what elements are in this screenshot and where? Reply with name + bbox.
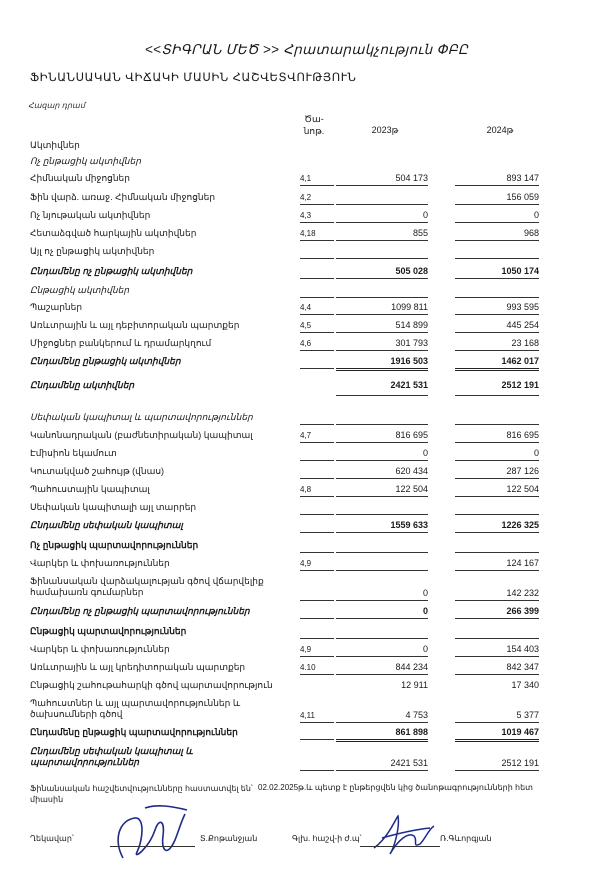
row-note [300,541,334,553]
table-row [0,154,613,170]
value-2023: 2421 531 [390,380,428,390]
value-2024: 2512 191 [501,380,539,390]
table-row [0,208,613,224]
row-label: Վարկեր և փոխառություններ [30,644,170,654]
value-2024: 142 232 [455,588,539,601]
value-2024: 287 126 [455,466,539,479]
value-2024: 5 377 [455,710,539,723]
column-header-note: Ծա- նոթ. [303,114,325,136]
value-2023: 0 [336,588,428,601]
row-label: Ընթացիկ պարտավորություններ [30,626,187,636]
row-label: Կուտակված շահույթ (վնաս) [30,466,165,476]
row-label: Ընդամենը սեփական կապիտալ և [30,746,193,756]
row-note: 4,18 [300,229,334,241]
table-row [0,300,613,316]
signature-line [360,846,440,847]
accountant-label: Գլխ. հաշվ-ի ժ.պ՝ [292,834,362,843]
row-note: 4,8 [300,485,334,497]
value-2023 [336,398,428,410]
table-row [0,660,613,676]
value-2024: 993 595 [455,302,539,315]
row-label-line2: համախառն գումարներ [30,587,144,597]
total-underline [455,395,539,396]
row-note [300,503,334,515]
value-2023: 122 504 [336,484,428,497]
row-label: Ֆինանսական վարձակալության գծով վճարվելիք [30,576,264,586]
row-note: 4,11 [300,711,334,723]
value-2023: 844 234 [336,662,428,675]
value-2023 [336,192,428,205]
value-2023: 12 911 [401,680,428,690]
row-label: Պահուստներ և այլ պարտավորություններ և [30,698,241,708]
row-note: 4,9 [300,645,334,657]
row-note [300,381,334,392]
table-row [0,336,613,352]
value-2023: 1916 503 [336,356,428,371]
table-row [0,283,613,299]
value-2024 [455,502,539,515]
row-note: 4,9 [300,559,334,571]
row-note: 4,2 [300,193,334,205]
row-note [300,728,334,740]
row-note [300,607,334,619]
value-2024 [455,140,539,152]
value-2024 [455,398,539,410]
value-2023: 0 [336,644,428,657]
row-label: Ոչ ընթացիկ ակտիվներ [30,156,141,166]
value-2024 [455,156,539,168]
row-note [300,449,334,461]
signature-line [110,846,195,847]
table-row [0,725,613,741]
table-row [0,410,613,426]
value-2024: 2512 191 [455,758,539,771]
total-underline [336,395,428,396]
row-note [300,286,334,298]
row-note [300,141,334,152]
row-note [300,399,334,410]
row-note [300,681,334,692]
row-label: Առևտրային և այլ կրեդիտորական պարտքեր [30,662,246,672]
row-label: Կանոնադրական (բաժնետիրական) կապիտալ [30,430,253,440]
table-row [0,518,613,534]
row-label: Սեփական կապիտալ և պարտավորություններ [30,412,253,422]
value-2024: 1462 017 [455,356,539,371]
row-label: Ընդամենը ընթացիկ պարտավորություններ [30,727,238,737]
row-label: Այլ ոչ ընթացիկ ակտիվներ [30,246,155,256]
value-2023: 0 [336,448,428,461]
table-row [0,190,613,206]
value-2024: 154 403 [455,644,539,657]
row-label: Հիմնական միջոցներ [30,173,130,183]
row-note: 4,3 [300,211,334,223]
value-2023: 1559 633 [336,520,428,533]
row-label-line2: ծախսումների գծով [30,709,123,719]
approval-date-text: 02.02.2025թ.և պետք է ընթերցվեն կից ծանոթագրությունների հետ [258,783,533,792]
row-label-line2: պարտավորություններ [30,757,140,767]
row-note [300,467,334,479]
value-2024: 968 [455,228,539,241]
value-2024: 17 340 [511,680,539,690]
value-2023: 861 898 [336,727,428,742]
value-2024: 124 167 [455,558,539,571]
table-row [0,171,613,187]
accountant-name: Ռ.Գևորգյան [440,834,492,843]
table-row [0,378,613,394]
row-label: Ընթացիկ շահութահարկի գծով պարտավորություն [30,680,273,690]
row-note [300,589,334,601]
row-note: 4,7 [300,431,334,443]
column-header-2023: 2023թ [371,125,399,135]
row-label: Միջոցներ բանկերում և դրամարկղում [30,338,212,348]
value-2023 [336,626,428,639]
row-label: Ընդամենը ոչ ընթացիկ ակտիվներ [30,266,193,276]
row-label: Ոչ նյութական ակտիվներ [30,210,151,220]
value-2023 [336,285,428,298]
value-2023: 620 434 [336,466,428,479]
value-2023: 816 695 [336,430,428,443]
value-2023 [336,246,428,259]
row-label: Ընդամենը ոչ ընթացիկ պարտավորություններ [30,606,250,616]
value-2023: 301 793 [336,338,428,351]
table-row [0,556,613,572]
table-row [0,446,613,462]
director-label: Ղեկավար՝ [30,834,74,843]
column-header-2024: 2024թ [486,125,514,135]
row-note: 4,1 [300,174,334,186]
row-note [300,357,334,369]
value-2024: 156 059 [455,192,539,205]
value-2023 [336,540,428,553]
table-row [0,264,613,280]
table-row [0,500,613,516]
value-2023 [336,502,428,515]
value-2023 [336,558,428,571]
row-note [300,267,334,279]
value-2024: 1019 467 [455,727,539,742]
row-label: Սեփական կապիտալի այլ տարրեր [30,502,197,512]
value-2024: 0 [455,448,539,461]
value-2024 [455,540,539,553]
row-note [300,521,334,533]
value-2024 [455,285,539,298]
company-name: <<ՏԻԳՐԱՆ ՄԵԾ >> Հրատարակչություն ՓԲԸ [144,42,469,57]
value-2023: 0 [336,606,428,619]
row-label: Պահուստային կապիտալ [30,484,150,494]
value-2024 [455,246,539,259]
table-row [0,744,613,772]
accountant-signature [368,808,438,863]
row-label: Էմիսիոն եկամուտ [30,448,117,458]
value-2024: 816 695 [455,430,539,443]
row-note: 4,5 [300,321,334,333]
value-2024: 1226 325 [455,520,539,533]
row-label: Ընդամենը ընթացիկ ակտիվներ [30,356,181,366]
approval-text: Ֆինանսական հաշվետվությունները հաստատվել են՝ միասին [30,784,253,804]
row-note [300,627,334,639]
value-2024: 23 168 [455,338,539,351]
row-label: Ակտիվներ [30,140,80,150]
table-row [0,244,613,260]
value-2024: 445 254 [455,320,539,333]
table-row [0,318,613,334]
table-row [0,604,613,620]
director-signature [105,800,190,870]
row-note [300,157,334,168]
value-2023: 2421 531 [336,758,428,771]
row-note [300,759,334,771]
table-row [0,574,613,602]
table-row [0,624,613,640]
table-row [0,482,613,498]
value-2023: 4 753 [336,710,428,723]
row-label: Հետաձգված հարկային ակտիվներ [30,228,197,238]
units-label: Հազար դրամ [28,101,85,110]
value-2023 [336,140,428,152]
value-2023 [336,156,428,168]
value-2024: 1050 174 [455,266,539,279]
report-title: ՖԻՆԱՆՍԱԿԱՆ ՎԻՃԱԿԻ ՄԱՍԻՆ ՀԱՇՎԵՏՎՈՒԹՅՈՒՆ [30,72,357,84]
table-row [0,354,613,370]
value-2023: 505 028 [336,266,428,279]
table-row [0,428,613,444]
table-row [0,678,613,694]
table-row [0,138,613,154]
value-2023: 1099 811 [336,302,428,315]
value-2023: 504 173 [336,173,428,186]
table-row [0,226,613,242]
row-note: 4,4 [300,303,334,315]
value-2023 [336,412,428,425]
value-2023: 0 [336,210,428,223]
table-row [0,642,613,658]
value-2023: 855 [336,228,428,241]
row-note: 4.10 [300,663,334,675]
value-2024 [455,412,539,425]
row-label: Ֆին վարձ. առաջ. Հիմնական միջոցներ [30,192,216,202]
row-label: Ընթացիկ ակտիվներ [30,285,130,295]
value-2024: 842 347 [455,662,539,675]
row-label: Առևտրային և այլ դեբիտորական պարտքեր [30,320,240,330]
value-2024: 0 [455,210,539,223]
table-row [0,538,613,554]
value-2024: 266 399 [455,606,539,619]
row-label: Պաշարներ [30,302,83,312]
row-label: Ոչ ընթացիկ պարտավորություններ [30,540,199,550]
row-label: Վարկեր և փոխառություններ [30,558,170,568]
value-2024: 122 504 [455,484,539,497]
value-2024: 893 147 [455,173,539,186]
value-2023: 514 899 [336,320,428,333]
row-label: Ընդամենը ակտիվներ [30,380,135,390]
table-row [0,696,613,724]
director-name: Տ.Քոթանջյան [200,834,258,843]
value-2024 [455,626,539,639]
table-row [0,464,613,480]
row-note: 4,6 [300,339,334,351]
row-note [300,247,334,259]
row-note [300,413,334,425]
row-label: Ընդամենը սեփական կապիտալ [30,520,183,530]
